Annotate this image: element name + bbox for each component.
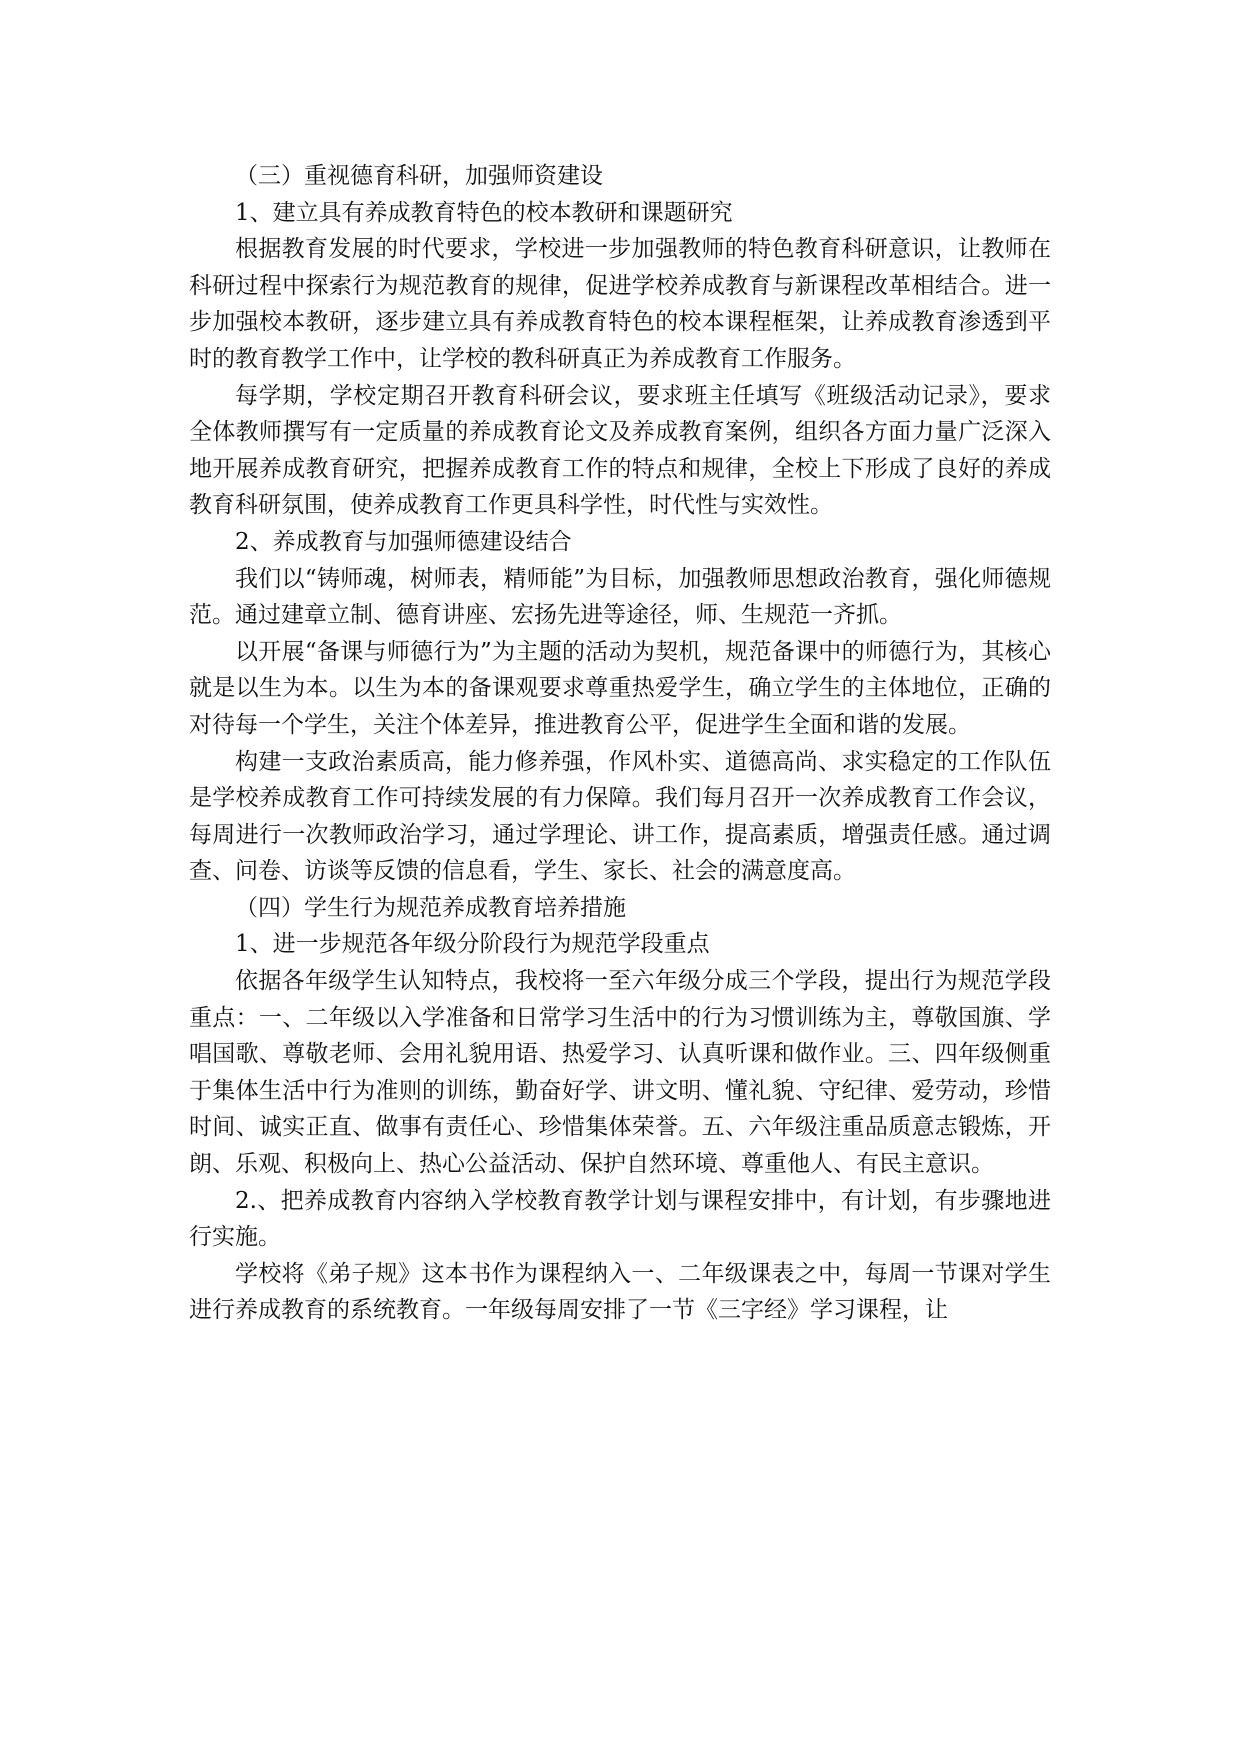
section-heading-3: （三）重视德育科研，加强师资建设	[235, 163, 603, 189]
subheading-1: 1、建立具有养成教育特色的校本教研和课题研究	[235, 199, 733, 226]
paragraph: 每学期，学校定期召开教育科研会议，要求班主任填写《班级活动记录》，要求全体教师撰写有一定质量的养成教育论文及养成教育案例，组织各方面力量广泛深入地开展养成教育研究，把握养成教育工作的特点和规律，全校上下形成了良好的养成教育科研氛围，使养成教育工作更具科学性，时代性与实效性。	[189, 382, 1051, 519]
paragraph: 根据教育发展的时代要求，学校进一步加强教师的特色教育科研意识，让教师在科研过程中探索行为规范教育的规律，促进学校养成教育与新课程改革相结合。进一步加强校本教研，逐步建立具有养成教育特色的校本课程框架，让养成教育渗透到平时的教育教学工作中，让学校的教科研真正为养成教育工作服务。	[189, 236, 1051, 372]
section-heading-4: （四）学生行为规范养成教育培养措施	[235, 894, 626, 921]
subheading-2: 2、养成教育与加强师德建设结合	[235, 528, 572, 555]
subheading-1: 1、进一步规范各年级分阶段行为规范学段重点	[235, 931, 710, 958]
paragraph: 构建一支政治素质高，能力修养强，作风朴实、道德高尚、求实稳定的工作队伍是学校养成教育工作可持续发展的有力保障。我们每月召开一次养成教育工作会议，每周进行一次教师政治学习，通过学理论、讲工作，提高素质，增强责任感。通过调查、问卷、访谈等反馈的信息看，学生、家长、社会的满意度高。	[189, 748, 1051, 885]
paragraph: 依据各年级学生认知特点，我校将一至六年级分成三个学段，提出行为规范学段重点：一、二年级以入学准备和日常学习生活中的行为习惯训练为主，尊敬国旗、学唱国歌、尊敬老师、会用礼貌用语、热爱学习、认真听课和做作业。三、四年级侧重于集体生活中行为准则的训练，勤奋好学、讲文明、懂礼貌、守纪律、爱劳动，珍惜时间、诚实正直、做事有责任心、珍惜集体荣誉。五、六年级注重品质意志锻炼，开朗、乐观、积极向上、热心公益活动、保护自然环境、尊重他人、有民主意识。	[189, 968, 1051, 1178]
paragraph: 我们以“铸师魂，树师表，精师能”为目标，加强教师思想政治教育，强化师德规范。通过建章立制、德育讲座、宏扬先进等途径，师、生规范一齐抓。	[189, 565, 1051, 629]
subheading-2: 2.、把养成教育内容纳入学校教育教学计划与课程安排中，有计划，有步骤地进行实施。	[189, 1187, 1051, 1251]
paragraph: 学校将《弟子规》这本书作为课程纳入一、二年级课表之中，每周一节课对学生进行养成教育的系统教育。一年级每周安排了一节《三字经》学习课程，让	[189, 1260, 1051, 1324]
paragraph: 以开展“备课与师德行为”为主题的活动为契机，规范备课中的师德行为，其核心就是以生为本。以生为本的备课观要求尊重热爱学生，确立学生的主体地位，正确的对待每一个学生，关注个体差异，推进教育公平，促进学生全面和谐的发展。	[189, 638, 1051, 738]
document-body	[189, 158, 1051, 1329]
